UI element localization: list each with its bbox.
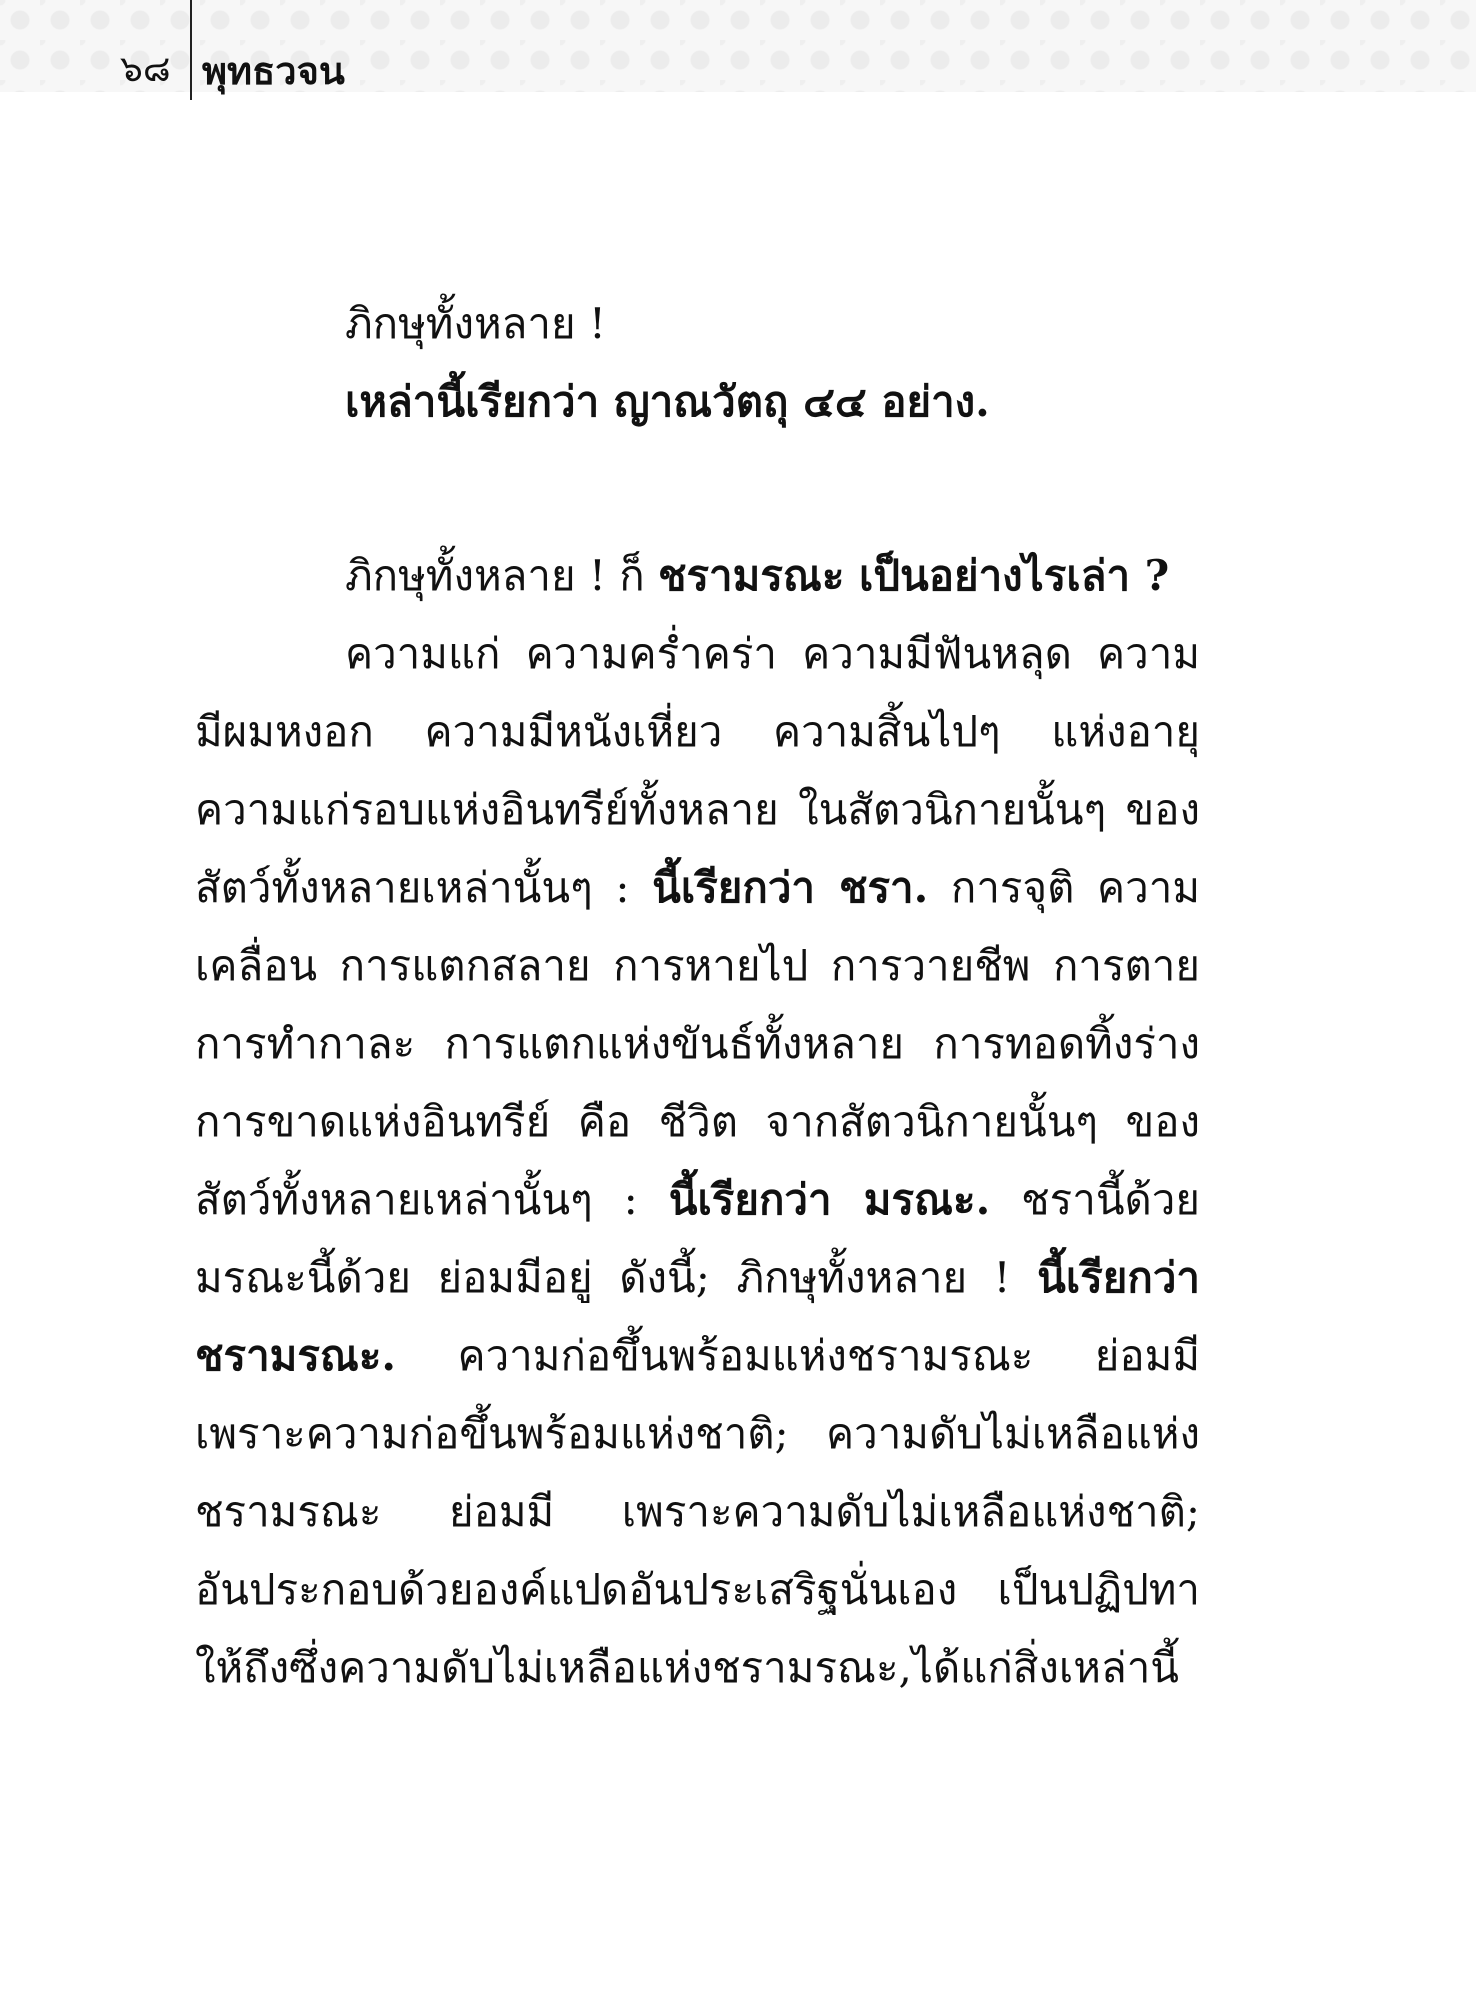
body-text: การทำกาละ การแตกแห่งขันธ์ทั้งหลาย การทอดทิ้งร่าง (195, 1019, 1200, 1068)
body-text: มรณะนี้ด้วย ย่อมมีอยู่ ดังนี้; ภิกษุทั้งหลาย ! (195, 1253, 1038, 1302)
body-line (195, 771, 1200, 849)
body-text: ชรามรณะ ย่อมมี เพราะความดับไม่เหลือแห่งชาติ; (195, 1487, 1200, 1536)
body-text: สัตว์ทั้งหลายเหล่านั้นๆ : (195, 1175, 669, 1224)
intro-line-1: ภิกษุทั้งหลาย ! (345, 299, 606, 348)
body-line (195, 615, 1200, 693)
body-line (195, 693, 1200, 771)
body-text: ชรานี้ด้วย (990, 1175, 1200, 1224)
page-number: ๖๘ (120, 49, 171, 90)
body-line (195, 1239, 1200, 1317)
question-bold: ชรามรณะ เป็นอย่างไรเล่า ? (657, 551, 1170, 600)
question-line (195, 537, 1200, 615)
body-text: การขาดแห่งอินทรีย์ คือ ชีวิต จากสัตวนิกายนั้นๆ ของ (195, 1097, 1200, 1146)
body-text: การจุติ ความ (928, 863, 1200, 912)
body-line (195, 927, 1200, 1005)
header-divider (190, 0, 192, 100)
body-line (195, 1551, 1200, 1629)
body-text: ความแก่ ความคร่ำคร่า ความมีฟันหลุด ความ (345, 629, 1200, 678)
body-text: ให้ถึงซึ่งความดับไม่เหลือแห่งชรามรณะ,ได้แก่สิ่งเหล่านี้ (195, 1643, 1179, 1692)
body-text: มีผมหงอก ความมีหนังเหี่ยว ความสิ้นไปๆ แห่งอายุ (195, 707, 1200, 756)
body-line (195, 849, 1200, 927)
body-line (195, 1473, 1200, 1551)
body-text: เคลื่อน การแตกสลาย การหายไป การวายชีพ การตาย (195, 941, 1200, 990)
question-block (195, 537, 1200, 615)
body-line (195, 1629, 1200, 1707)
body-line (195, 1083, 1200, 1161)
body-bold-text: นี้เรียกว่า มรณะ. (668, 1175, 991, 1224)
intro-line-2: เหล่านี้เรียกว่า ญาณวัตถุ ๔๔ อย่าง. (345, 377, 990, 426)
body-text: ความแก่รอบแห่งอินทรีย์ทั้งหลาย ในสัตวนิกายนั้นๆ ของ (195, 785, 1200, 834)
body-bold-text: ชรามรณะ. (195, 1331, 397, 1380)
body-line (195, 1005, 1200, 1083)
body-text: เพราะความก่อขึ้นพร้อมแห่งชาติ; ความดับไม่เหลือแห่ง (195, 1409, 1200, 1458)
intro-block (195, 285, 1200, 441)
body-paragraph (195, 615, 1200, 1707)
body-line (195, 1161, 1200, 1239)
question-prefix: ภิกษุทั้งหลาย ! ก็ (345, 551, 645, 600)
body-text: ความก่อขึ้นพร้อมแห่งชรามรณะ ย่อมมี (396, 1331, 1200, 1380)
body-text: อันประกอบด้วยองค์แปดอันประเสริฐนั่นเอง เป็นปฏิปทา (195, 1565, 1200, 1614)
body-bold-text: นี้เรียกว่า ชรา. (652, 863, 929, 912)
body-line (195, 1317, 1200, 1395)
body-text: สัตว์ทั้งหลายเหล่านั้นๆ : (195, 863, 653, 912)
body-bold-text: นี้เรียกว่า (1037, 1253, 1200, 1302)
body-line (195, 1395, 1200, 1473)
running-title: พุทธวจน (202, 48, 345, 93)
